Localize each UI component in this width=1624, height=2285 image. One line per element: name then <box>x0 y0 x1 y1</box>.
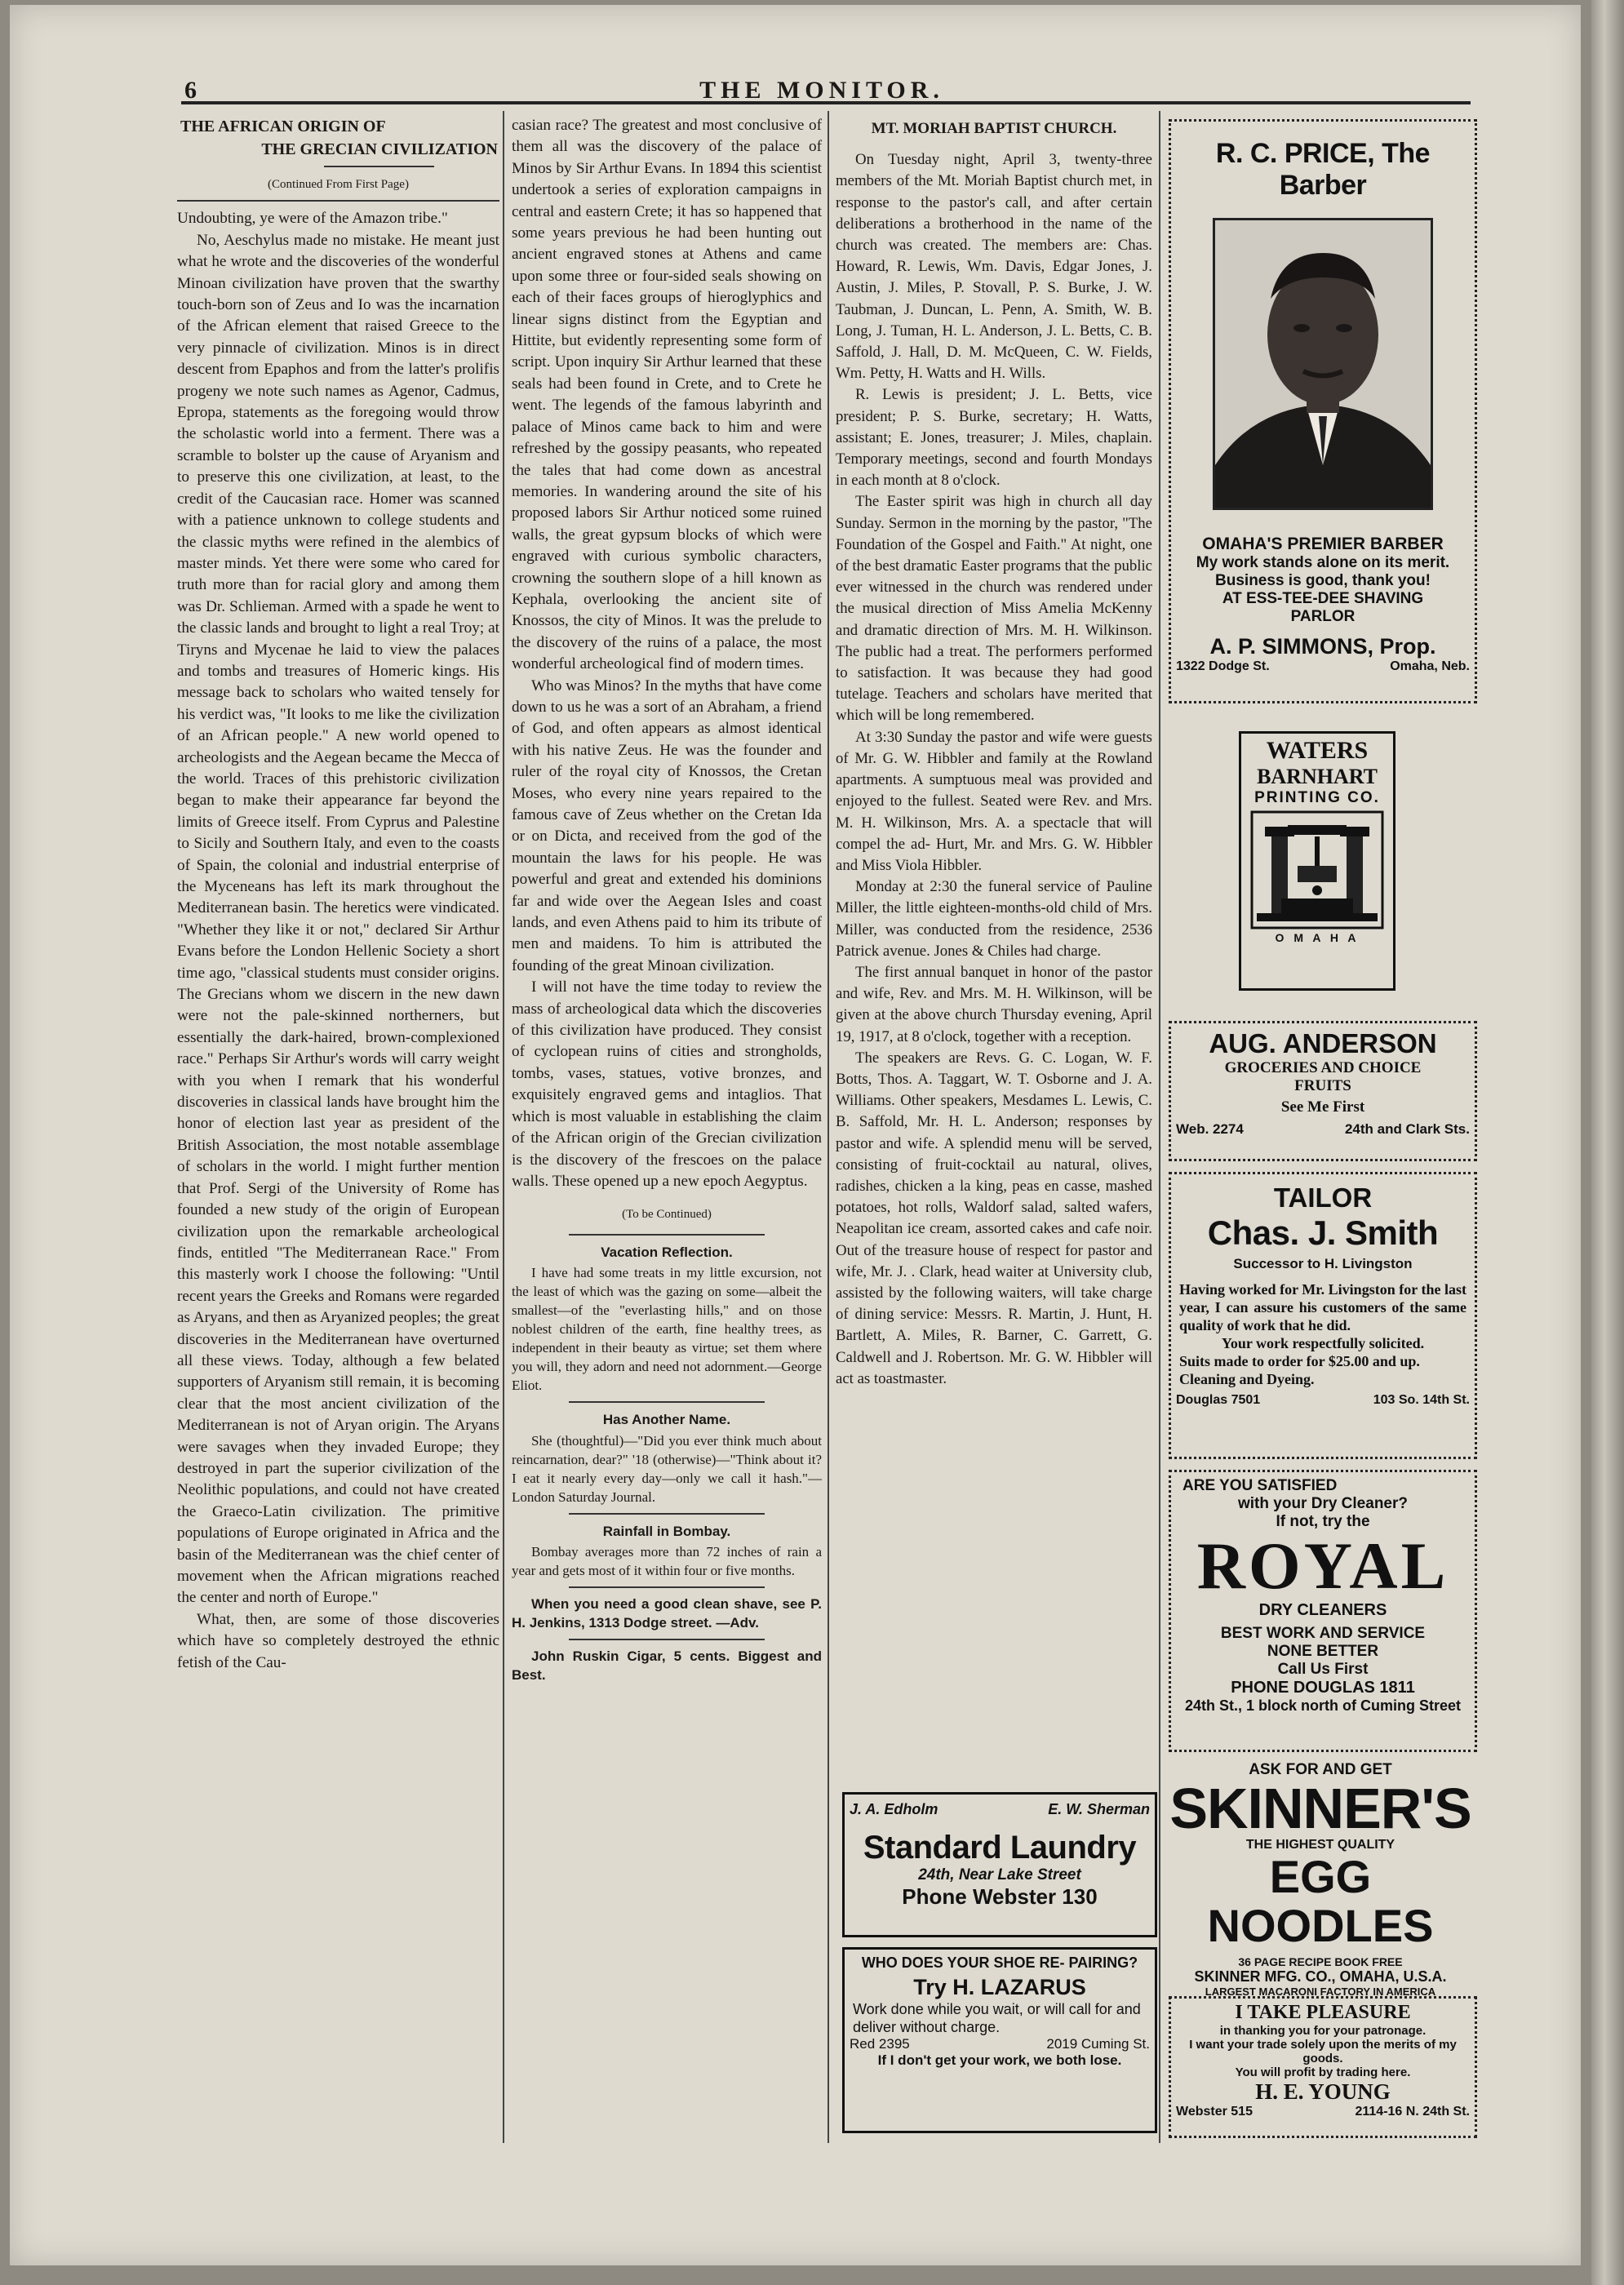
barber-portrait <box>1213 218 1433 510</box>
laundry-ad <box>842 1792 1157 1937</box>
tailor-address: 103 So. 14th St. <box>1373 1393 1470 1407</box>
royal-dry: DRY CLEANERS <box>1258 1601 1387 1619</box>
church-paragraph: The first annual banquet in honor of the pastor and wife, Rev. and Mrs. M. H. Wilkinson, will be given at the above church Thursday evening, April 19, 1917, at 8 o'clock, together with a reception. <box>836 963 1152 1045</box>
tailor-phone: Douglas 7501 <box>1176 1393 1261 1407</box>
barber-address: 1322 Dodge St. <box>1176 659 1270 673</box>
divider <box>569 1513 765 1515</box>
young-line2: I want your trade solely upon the merits of my goods. <box>1189 2038 1457 2065</box>
laundry-title: Standard Laundry <box>863 1830 1137 1866</box>
barber-premier: OMAHA'S PREMIER BARBER <box>1202 535 1444 553</box>
tailor-successor: Successor to H. Livingston <box>1233 1256 1413 1271</box>
laundry-address: 24th, Near Lake Street <box>918 1866 1081 1883</box>
skinner-ad <box>1169 1761 1472 1998</box>
to-be-continued: (To be Continued) <box>622 1208 712 1222</box>
article-title: THE AFRICAN ORIGIN OF THE GRECIAN CIVILIZATION <box>180 118 498 158</box>
another-name-title: Has Another Name. <box>602 1412 731 1428</box>
shoe-footer: If I don't get your work, we both lose. <box>877 2052 1122 2068</box>
barber-parlor: AT ESS-TEE-DEE SHAVING PARLOR <box>1222 590 1424 625</box>
barber-line2: Business is good, thank you! <box>1215 572 1431 589</box>
tailor-heading: TAILOR <box>1273 1182 1373 1213</box>
royal-best: BEST WORK AND SERVICE <box>1220 1625 1426 1642</box>
newspaper-name: THE MONITOR. <box>699 77 944 104</box>
young-line1: in thanking you for your patronage. <box>1219 2024 1427 2038</box>
young-phone: Webster 515 <box>1176 2105 1253 2119</box>
church-paragraph: R. Lewis is president; J. L. Betts, vice president; P. S. Burke, secretary; H. Watts, assistant; E. Jones, treasurer; J. Miles, chaplain. Temporary meetings, second and fourth Mondays in each month at 8 o'clock. <box>836 386 1152 490</box>
article-paragraph: What, then, are some of those discoveries which have so completely destroyed the ethnic fetish of the Cau- <box>177 1610 499 1671</box>
column-rule <box>1159 111 1160 2143</box>
barber-ad <box>1169 119 1477 703</box>
royal-q3: If not, try the <box>1276 1513 1370 1530</box>
divider <box>569 1234 765 1236</box>
grocery-line1: GROCERIES AND CHOICE <box>1224 1059 1422 1076</box>
waters-barnhart-logo <box>1239 731 1395 991</box>
royal-cleaners-ad <box>1169 1470 1477 1752</box>
shave-ad: When you need a good clean shave, see P. H. Jenkins, 1313 Dodge street. —Adv. <box>512 1595 822 1631</box>
tailor-text2: Your work respectfully solicited. <box>1221 1335 1425 1351</box>
article-paragraph: I will not have the time today to review the mass of archeological data which the discoveries of this civilization have produced. They consist of cyclopean ruins of cities and strongholds, tombs, vases, statues, votive bronzes, and exquisitely engraved gems and intaglios. That which is most valuable in establishing the claim of the African origin of the Grecian civilization is the discovery of the frescoes on the palace walls. These opened up a new epoch Aegyptus. <box>512 978 822 1190</box>
royal-none: NONE BETTER <box>1267 1643 1379 1660</box>
shoe-text: Work done while you wait, or will call for and deliver without charge. <box>853 2001 1141 2035</box>
masthead <box>173 77 1471 104</box>
cigar-ad: John Ruskin Cigar, 5 cents. Biggest and Best. <box>512 1648 822 1683</box>
column-2 <box>512 115 822 1684</box>
young-address: 2114-16 N. 24th St. <box>1355 2105 1470 2119</box>
article-paragraph: No, Aeschylus made no mistake. He meant just what he wrote and the discoveries of the wonderful Minoan civilization have proven that the swarthy touch-born son of Zeus and Io was the incarnation of the African element that raised Greece to the very pinnacle of civilization. Minos is in direct descent from Epaphos and from the latter's prolifis progeny we note such names as Agenor, Cadmus, Epropa, statements as the foregoing would throw the scholastic world into a ferment. There was a scramble to bolster up the cause of Aryanism and to preserve this one civilization, at least, to the credit of the Caucasian race. Homer was scanned with a patience unknown to college students and the classic myths were refined in the alembics of master minds. Yet there were some who cared for truth more than for racial glory and among them was Dr. Schlieman. Armed with a spade he went to the classic lands and brought to light a real Troy; at Tiryns and Mycenae he laid to view the palaces and tombs and treasures of Homeric kings. His message back to scholars who waited tensely for his verdict was, "It looks to me like the civilization of an African people." A new world opened to archeologists and the Aegean became the Mecca of the world. Traces of this prehistoric civilization began to make their appearance far beyond the limits of Greece itself. From Cyprus and Palestine to Sicily and Southern Italy, and even to the coasts of Spain, the colonial and industrial enterprise of the Myceneans has left its mark throughout the Mediterranean basin. The heretics were vindicated. "Whether they like it or not," declared Sir Arthur Evans before the London Hellenic Society a short time ago, "classical students must consider origins. The Grecians whom we discern in the new dawn were not the pale-skinned northerners, but essentially the dark-haired, brown-complexioned race." Perhaps Sir Arthur's words will carry weight with you when I remark that his wonderful discoveries in classical lands have brought him the honor of election last year as president of the British Association, the most notable assemblage of scholars in the world. I might further mention that Prof. Sergi of the University of Rome has founded a new study of the origin of European civilization upon the remarkable archeological finds, entitled "The Mediterranean Race." From this masterly work I choose the following: "Until recent years the Greeks and Romans were regarded as Aryans, and then as Aryanized peoples; the great discoveries in the Mediterranean have overturned all these views. Today, although a few belated supporters of Aryanism still remain, it is becoming clear that the most ancient civilization of the Mediterranean is not of Aryan origin. The Aryans were savages when they invaded Europe; they destroyed in part the superior civilization of the Neolithic populations, and could not have created the Graeco-Latin civilization. The primitive populations of Europe originated in Africa and the basin of the Mediterranean was the chief center of movement when the African migrations reached the center and north of Europe." <box>177 231 499 1607</box>
young-title: I TAKE PLEASURE <box>1235 2002 1411 2023</box>
skinner-largest: LARGEST MACARONI FACTORY IN AMERICA <box>1205 1986 1436 1998</box>
waters-word: WATERS <box>1266 737 1369 764</box>
masthead-rule <box>181 101 1471 104</box>
vacation-text: I have had some treats in my little excursion, not the least of which was the gazing on some—albeit the smallest—of the "everlasting hills," and on those noblest children of the earth, fine healthy trees, as independent in their beauty as virtue; set them where you will, they adorn and need not adornment.—George Eliot. <box>512 1265 822 1394</box>
church-paragraph: Monday at 2:30 the funeral service of Pauline Miller, the little eighteen-months-old child of Mrs. Miller, was conducted from the residence, 2536 Patrick avenue. Jones & Chiles had charge. <box>836 878 1152 960</box>
royal-name: ROYAL <box>1196 1529 1449 1603</box>
page-edge <box>1591 0 1624 2285</box>
divider <box>324 166 434 167</box>
skinner-egg-noodles: EGG NOODLES <box>1207 1851 1434 1951</box>
page-number: 6 <box>184 77 197 104</box>
barnhart-word: BARNHART <box>1257 765 1378 788</box>
newspaper-page <box>10 5 1581 2265</box>
royal-call: Call Us First <box>1277 1661 1369 1678</box>
shoe-name: Try H. LAZARUS <box>913 1975 1086 1999</box>
grocery-line2: FRUITS <box>1294 1077 1351 1094</box>
printing-press-icon <box>1249 809 1386 931</box>
royal-phone: PHONE DOUGLAS 1811 <box>1231 1679 1415 1697</box>
divider <box>569 1401 765 1403</box>
grocery-name: AUG. ANDERSON <box>1209 1028 1437 1058</box>
barber-proprietor: A. P. SIMMONS, Prop. <box>1209 634 1436 659</box>
printing-co: PRINTING CO. <box>1254 789 1380 806</box>
church-paragraph: The Easter spirit was high in church all day Sunday. Sermon in the morning by the pastor, "The Foundation of the Gospel and Faith." At night, one of the best dramatic Easter programs that the public ever witnessed in the church was rendered under the musical direction of Miss Amelia McKenny and dramatic direction of Mrs. M. H. Wilkinson. The public had a treat. The performers performed to satisfaction. It was because they had good tutelage. Teachers and scholars have merited that which will be long remembered. <box>836 493 1153 725</box>
column-rule <box>503 111 504 2143</box>
continued-note: (Continued From First Page) <box>268 178 409 191</box>
shoe-repair-ad <box>842 1947 1157 2133</box>
column-rule <box>828 111 829 2143</box>
divider <box>569 1586 765 1588</box>
grocery-address: 24th and Clark Sts. <box>1344 1121 1470 1137</box>
laundry-phone: Phone Webster 130 <box>902 1884 1098 1909</box>
divider <box>569 1639 765 1640</box>
rainfall-text: Bombay averages more than 72 inches of rain a year and gets most of it within four or five months. <box>512 1543 822 1578</box>
column-1 <box>177 115 499 1674</box>
skinner-quality: THE HIGHEST QUALITY <box>1245 1838 1395 1852</box>
another-name-text: She (thoughtful)—"Did you ever think much about reincarnation, dear?" '18 (otherwise)—"Think about it? I eat it nearly every day—only we call it hash."—London Saturday Journal. <box>512 1432 822 1505</box>
church-paragraph: At 3:30 Sunday the pastor and wife were guests of Mr. G. W. Hibbler and family at the Rowland apartments. A sumptuous meal was provided and enjoyed to the fullest. Seated were Rev. and Mrs. M. H. Wilkinson, Mrs. A. a spectacle that will compel the ad- Hurt, Mr. and Mrs. G. W. Hibbler and Miss Viola Hibbler. <box>836 728 1152 874</box>
skinner-name: SKINNER'S <box>1169 1777 1471 1840</box>
tailor-ad <box>1169 1172 1477 1459</box>
skinner-ask: ASK FOR AND GET <box>1249 1761 1392 1778</box>
church-title: MT. MORIAH BAPTIST CHURCH. <box>871 120 1117 137</box>
article-paragraph: Undoubting, ye were of the Amazon tribe." <box>177 210 448 228</box>
laundry-owner-left: J. A. Edholm <box>850 1801 938 1817</box>
grocery-phone: Web. 2274 <box>1176 1121 1244 1137</box>
shoe-question: WHO DOES YOUR SHOE RE- PAIRING? <box>861 1954 1138 1971</box>
tailor-text3: Suits made to order for $25.00 and up. Cleaning and Dyeing. <box>1179 1353 1420 1387</box>
young-line3: You will profit by trading here. <box>1235 2065 1411 2079</box>
column-3 <box>836 115 1152 1390</box>
church-paragraph: On Tuesday night, April 3, twenty-three members of the Mt. Moriah Baptist church met, in response to the pastor's call, and after certain deliberations a brotherhood in the name of the church was created. The members are: Chas. Howard, R. Lewis, Wm. Davis, Edgar Jones, J. Austin, J. Miles, P. Stovall, P. S. Burke, J. W. Taubman, J. Duncan, L. Penn, A. Smith, W. B. Long, J. Tuman, H. L. Anderson, J. L. Betts, C. B. Saffold, J. Hall, D. M. McQueen, C. W. Fields, Wm. Petty, H. Watts and H. Wills. <box>836 151 1152 383</box>
young-ad <box>1169 1996 1477 2138</box>
royal-q1: ARE YOU SATISFIED <box>1183 1477 1338 1494</box>
rainfall-title: Rainfall in Bombay. <box>602 1523 731 1539</box>
grocery-ad <box>1169 1021 1477 1161</box>
royal-q2: with your Dry Cleaner? <box>1238 1495 1408 1512</box>
shoe-address: 2019 Cuming St. <box>1046 2036 1150 2052</box>
tailor-name: Chas. J. Smith <box>1207 1213 1439 1252</box>
tailor-text: Having worked for Mr. Livingston for the last year, I can assure his customers of the same quality of work that he did. <box>1179 1281 1466 1333</box>
grocery-line3: See Me First <box>1280 1098 1365 1116</box>
waters-city: O M A H A <box>1275 931 1360 944</box>
barber-city: Omaha, Neb. <box>1390 659 1470 673</box>
article-paragraph: casian race? The greatest and most conclusive of them all was the discovery of the palace of Minos by Sir Arthur Evans. In 1894 this scientist undertook a series of exploration campaigns in central and eastern Crete; it has so happened that some years previous he had been hunting out ancient engraved stones at Athens and came upon some three or four-sided seals showing on each of their faces groups of hieroglyphics and linear signs distinct from the Egyptian and Hittite, but evidently representing some form of script. Upon inquiry Sir Arthur learned that these seals had been found in Crete, and to Crete he went. The legends of the famous labyrinth and palace of Minos came back to him and were refreshed by the gossipy peasants, who repeated the tales that had come down as ancestral memories. In wandering around the site of his proposed labors Sir Arthur noticed some ruined walls, the great gypsum blocks of which were engraved with curious symbolic characters, crowning the southern slope of a hill known as Kephala, overlooking the ancient site of Knossos, the city of Minos. It was the prelude to the discovery of the ruins of a palace, the most wonderful archeological find of modern times. <box>512 117 822 673</box>
church-paragraph: The speakers are Revs. G. C. Logan, W. F. Botts, Thos. A. Taggart, W. T. Osborne and J. A. Williams. Other speakers, Mesdames L. Lewis, C. B. Saffold, Mr. H. L. Anderson; responses by pastor and wife. A splendid menu will be served, consisting of fruit-cocktail au natural, olives, radishes, chicken a la king, peas en casse, mashed potatoes, hot rolls, Waldorf salad, salted wafers, Neapolitan ice cream, assorted cakes and cafe noir. Out of the treasure house of respect for pastor and wife, Mr. J. . Clark, head waiter at University club, assisted by the following waiters, will take charge of dining service: Messrs. R. Martin, J. Hunt, H. Bartlett, A. Miles, R. Barner, C. Garrett, G. Caldwell and J. Robertson. Mr. G. W. Hibbler will act as toastmaster. <box>836 1049 1152 1387</box>
vacation-title: Vacation Reflection. <box>601 1244 733 1260</box>
young-name: H. E. YOUNG <box>1255 2079 1391 2104</box>
barber-title: R. C. PRICE, The Barber <box>1215 138 1431 201</box>
barber-line1: My work stands alone on its merit. <box>1196 554 1450 571</box>
skinner-mfg: SKINNER MFG. CO., OMAHA, U.S.A. <box>1194 1968 1447 1985</box>
article-paragraph: Who was Minos? In the myths that have come down to us he was a sort of an Abraham, a friend of God, and often appears as almost identical with his native Zeus. He was the founder and ruler of the royal city of Knossos, the Cretan Moses, who every nine years repaired to the famous cave of Zeus whether on the Cretan Ida or on Dicta, and received from the god of the mountain the laws for his people. He was powerful and great and extended his dominions far and wide over the Aegean Isles and coast lands, and even Athens paid to him its tribute of men and maidens. To him is attributed the founding of the great Minoan civilization. <box>512 677 822 974</box>
skinner-book: 36 PAGE RECIPE BOOK FREE <box>1238 1955 1403 1968</box>
royal-address: 24th St., 1 block north of Cuming Street <box>1184 1697 1462 1714</box>
shoe-phone: Red 2395 <box>850 2036 910 2052</box>
divider <box>177 200 499 202</box>
laundry-owner-right: E. W. Sherman <box>1048 1801 1150 1817</box>
